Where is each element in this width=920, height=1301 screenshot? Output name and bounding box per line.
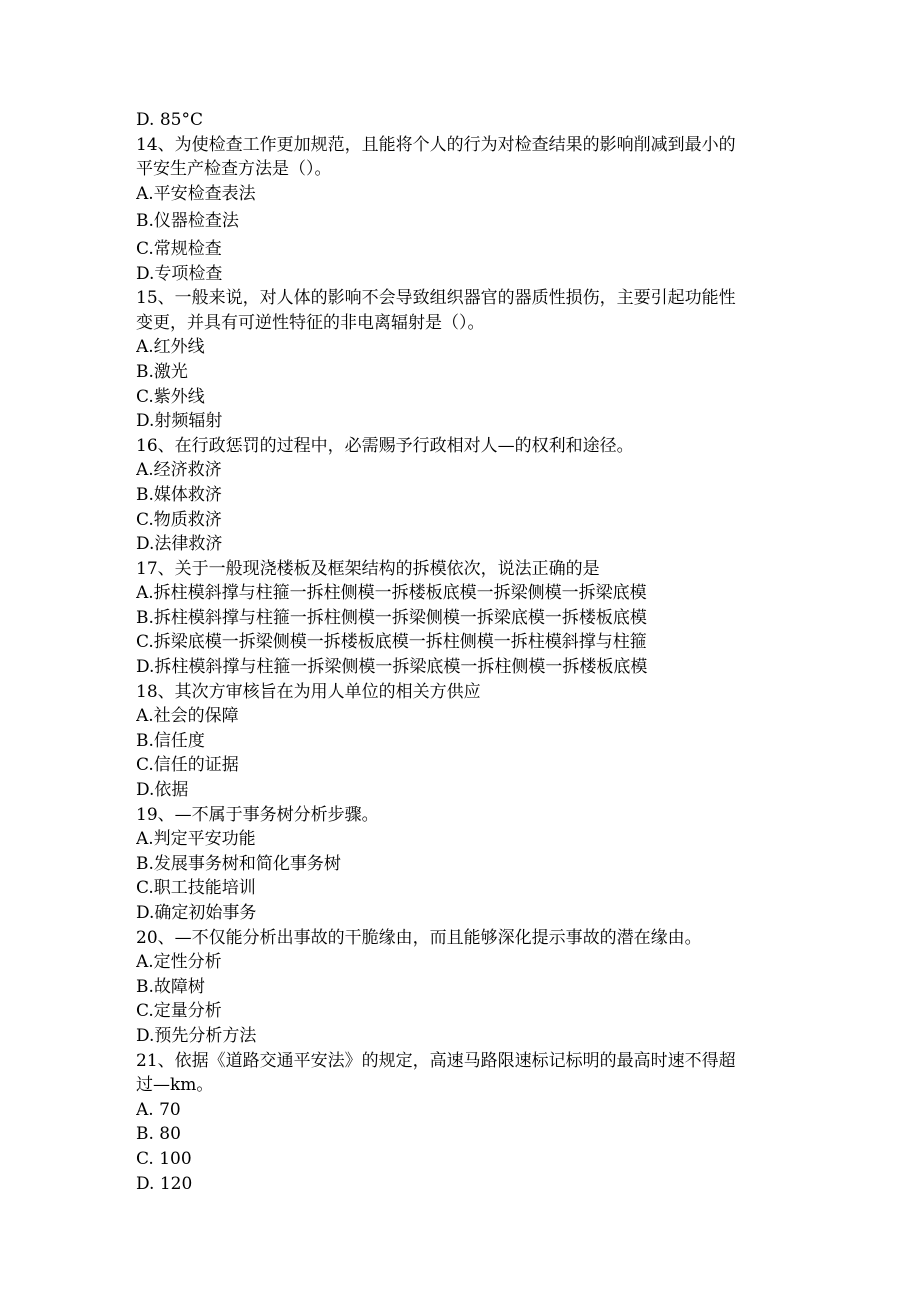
option-line: B.发展事务树和简化事务树: [136, 853, 341, 874]
question-line: 15、一般来说，对人体的影响不会导致组织器官的器质性损伤，主要引起功能性: [136, 288, 736, 309]
option-line: D.确定初始事务: [136, 903, 257, 923]
option-line: B.信任度: [136, 730, 205, 751]
option-line: D.射频辐射: [136, 411, 223, 432]
option-line: B.激光: [136, 361, 188, 382]
option-line: D.拆柱模斜撑与柱箍一拆梁侧模一拆梁底模一拆柱侧模一拆楼板底模: [136, 657, 648, 678]
option-line: A.判定平安功能: [136, 829, 256, 850]
option-line: D. 120: [136, 1173, 193, 1194]
option-line: B.拆柱模斜撑与柱箍一拆柱侧模一拆梁侧模一拆梁底模一拆楼板底模: [136, 607, 647, 628]
question-line: 变更，并具有可逆性特征的非电离辐射是（）。: [136, 312, 485, 333]
option-line: D.法律救济: [136, 534, 223, 555]
option-line: C.物质救济: [136, 509, 222, 530]
option-line: C.常规检查: [136, 238, 222, 259]
option-line: C.信任的证据: [136, 755, 239, 776]
option-line: D. 85°C: [136, 110, 203, 130]
document-page: [136, 108, 796, 1196]
option-line: D.预先分析方法: [136, 1025, 257, 1046]
option-line: C. 100: [136, 1148, 192, 1169]
option-line: A.社会的保障: [136, 706, 239, 727]
question-line: 18、其次方审核旨在为用人单位的相关方供应: [136, 681, 481, 702]
question-line: 17、关于一般现浇楼板及框架结构的拆模依次，说法正确的是: [136, 558, 600, 579]
question-line: 20、—不仅能分析出事故的干脆缘由，而且能够深化提示事故的潜在缘由。: [136, 927, 702, 948]
option-line: D.依据: [136, 780, 189, 801]
option-line: A.平安检查表法: [136, 183, 256, 204]
question-line: 过—km。: [136, 1075, 214, 1096]
question-line: 21、依据《道路交通平安法》的规定，高速马路限速标记标明的最高时速不得超: [136, 1050, 736, 1071]
option-line: C.拆梁底模一拆梁侧模一拆楼板底模一拆柱侧模一拆柱模斜撑与柱箍: [136, 632, 647, 653]
option-line: B.故障树: [136, 976, 205, 997]
question-line: 14、为使检查工作更加规范，且能将个人的行为对检查结果的影响削减到最小的: [136, 134, 736, 155]
option-line: D.专项检查: [136, 263, 223, 284]
option-line: B. 80: [136, 1124, 181, 1145]
option-line: C.紫外线: [136, 386, 205, 407]
option-line: B.媒体救济: [136, 484, 222, 505]
option-line: C.定量分析: [136, 1001, 222, 1022]
option-line: B.仪器检查法: [136, 211, 239, 232]
option-line: A.拆柱模斜撑与柱箍一拆柱侧模一拆楼板底模一拆梁侧模一拆梁底模: [136, 583, 647, 604]
option-line: A.红外线: [136, 337, 205, 358]
question-line: 16、在行政惩罚的过程中，必需赐予行政相对人—的权利和途径。: [136, 435, 634, 456]
option-line: A.定性分析: [136, 952, 222, 973]
option-line: C.职工技能培训: [136, 878, 256, 899]
question-line: 平安生产检查方法是（）。: [136, 159, 332, 180]
option-line: A. 70: [136, 1099, 181, 1120]
question-line: 19、—不属于事务树分析步骤。: [136, 804, 379, 825]
option-line: A.经济救济: [136, 460, 222, 481]
